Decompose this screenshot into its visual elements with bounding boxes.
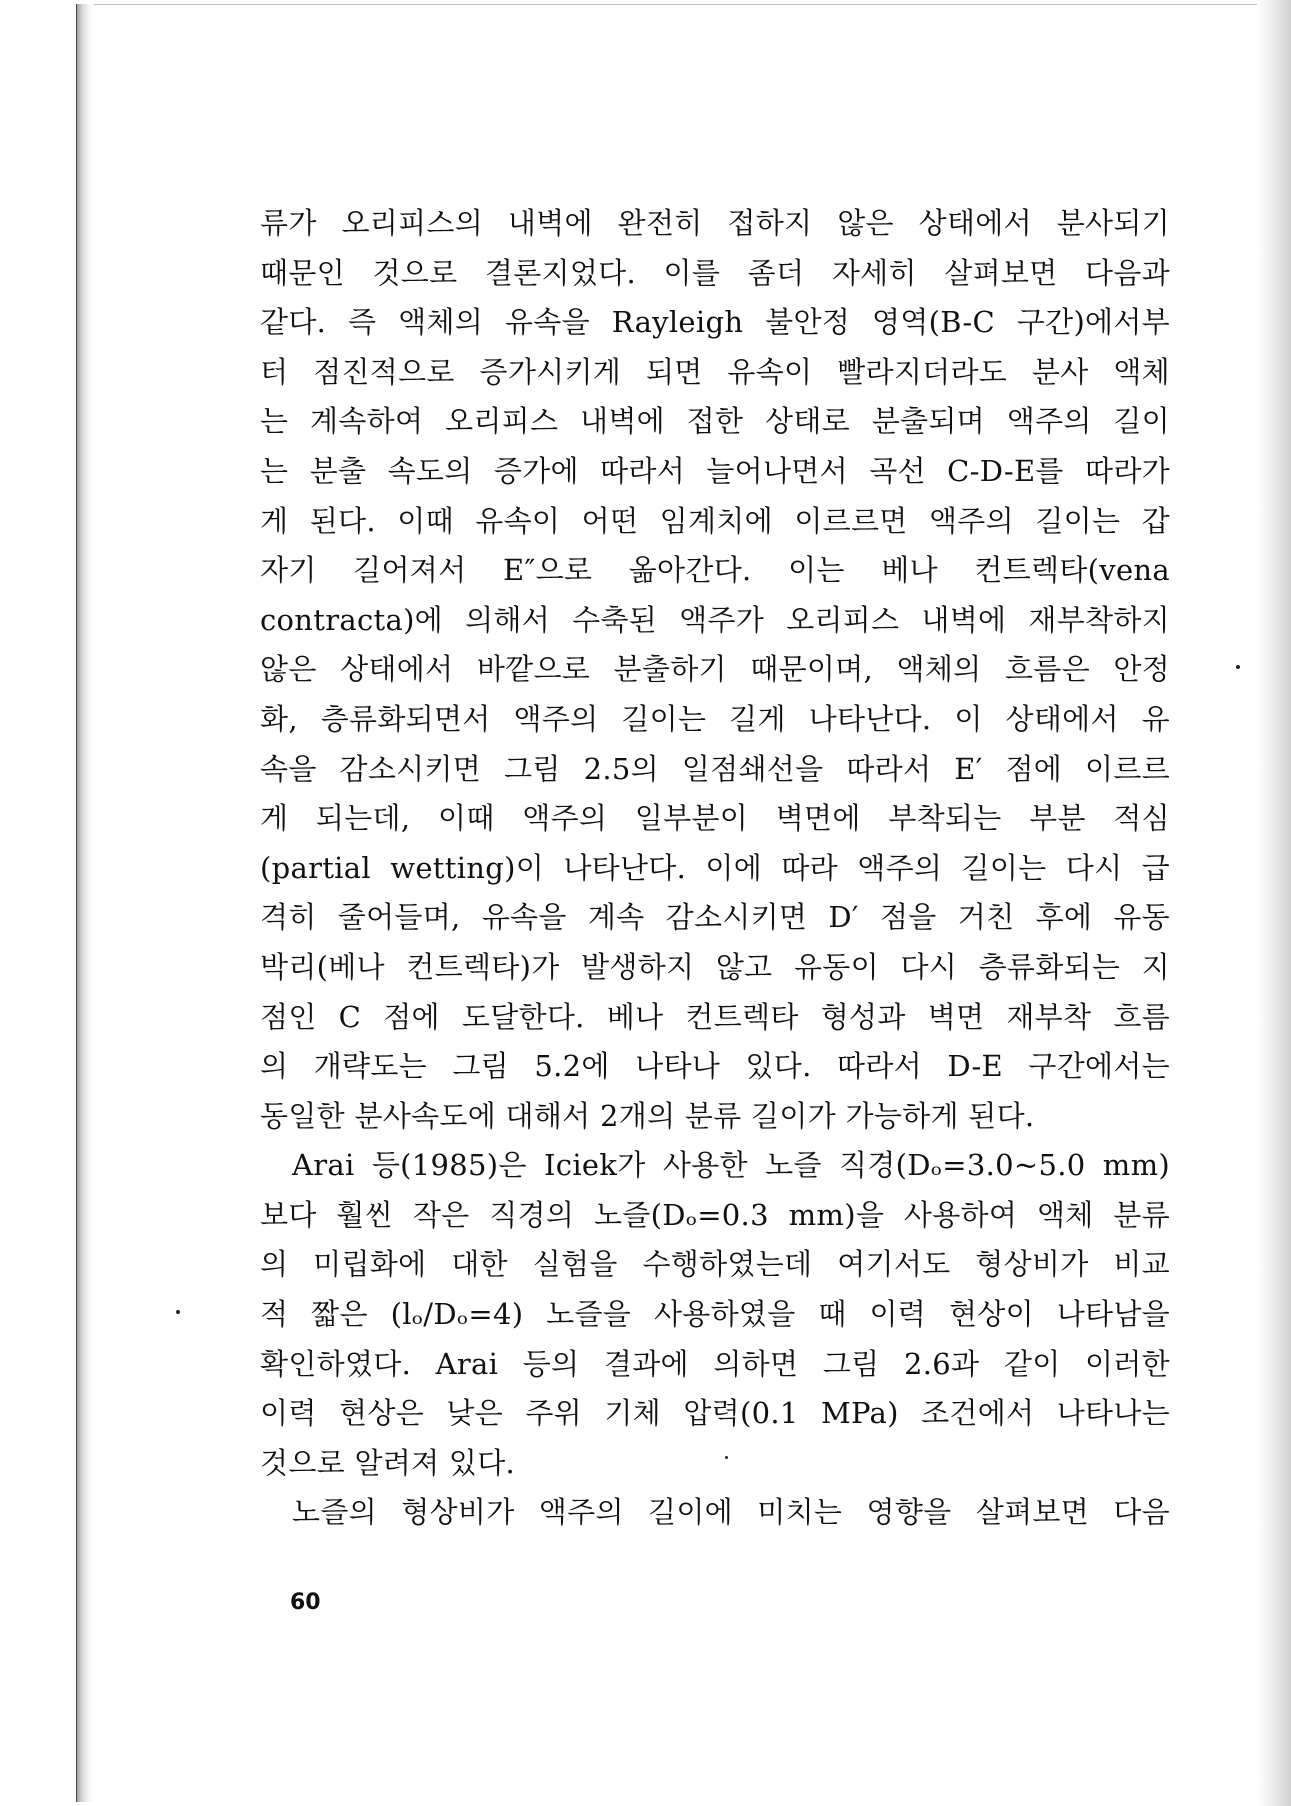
- text-line: (partial wetting)이 나타난다. 이에 따라 액주의 길이는 다시 급: [260, 850, 1170, 885]
- page-left-edge: [76, 4, 77, 1802]
- text-line: contracta)에 의해서 수축된 액주가 오리피스 내벽에 재부착하지: [260, 602, 1170, 637]
- page-number: 60: [290, 1590, 321, 1615]
- text-line: 속을 감소시키면 그림 2.5의 일점쇄선을 따라서 E′ 점에 이르르: [260, 751, 1170, 786]
- text-line: 않은 상태에서 바깥으로 분출하기 때문이며, 액체의 흐름은 안정: [260, 652, 1170, 687]
- text-line: 게 된다. 이때 유속이 어떤 임계치에 이르르면 액주의 길이는 갑: [260, 503, 1170, 538]
- scan-speck: [1236, 665, 1240, 669]
- text-line: 박리(베나 컨트렉타)가 발생하지 않고 유동이 다시 층류화되는 지: [260, 949, 1170, 984]
- scan-speck: [725, 1456, 728, 1459]
- text-line: 터 점진적으로 증가시키게 되면 유속이 빨라지더라도 분사 액체: [260, 354, 1170, 389]
- text-line: 점인 C 점에 도달한다. 베나 컨트렉타 형성과 벽면 재부착 흐름: [260, 999, 1170, 1034]
- text-line: 때문인 것으로 결론지었다. 이를 좀더 자세히 살펴보면 다음과: [260, 255, 1170, 290]
- text-line: 것으로 알려져 있다.: [260, 1445, 516, 1480]
- page-right-shadow: [1257, 0, 1291, 1806]
- book-spine-shadow: [76, 4, 94, 1802]
- text-line: 는 계속하여 오리피스 내벽에 접한 상태로 분출되며 액주의 길이: [260, 404, 1170, 439]
- page-top-edge: [76, 4, 1266, 5]
- text-line: 노즐의 형상비가 액주의 길이에 미치는 영향을 살펴보면 다음: [292, 1495, 1170, 1530]
- text-line: 확인하였다. Arai 등의 결과에 의하면 그림 2.6과 같이 이러한: [260, 1346, 1170, 1381]
- text-line: 게 되는데, 이때 액주의 일부분이 벽면에 부착되는 부분 적심: [260, 801, 1170, 836]
- text-line: 화, 층류화되면서 액주의 길이는 길게 나타난다. 이 상태에서 유: [260, 701, 1170, 736]
- text-line: 보다 훨씬 작은 직경의 노즐(Dₒ=0.3 mm)을 사용하여 액체 분류: [260, 1197, 1170, 1232]
- text-line: 같다. 즉 액체의 유속을 Rayleigh 불안정 영역(B-C 구간)에서부: [260, 305, 1170, 340]
- text-line: 이력 현상은 낮은 주위 기체 압력(0.1 MPa) 조건에서 나타나는: [260, 1396, 1170, 1431]
- text-line: 의 미립화에 대한 실험을 수행하였는데 여기서도 형상비가 비교: [260, 1247, 1170, 1282]
- text-line: 자기 길어져서 E″으로 옮아간다. 이는 베나 컨트렉타(vena: [260, 553, 1170, 588]
- text-line: 류가 오리피스의 내벽에 완전히 접하지 않은 상태에서 분사되기: [260, 206, 1170, 240]
- text-line: 는 분출 속도의 증가에 따라서 늘어나면서 곡선 C-D-E를 따라가: [260, 453, 1170, 488]
- body-text: [260, 199, 1170, 1538]
- text-line: 적 짧은 (lₒ/Dₒ=4) 노즐을 사용하였을 때 이력 현상이 나타남을: [260, 1297, 1170, 1332]
- text-line: Arai 등(1985)은 Iciek가 사용한 노즐 직경(Dₒ=3.0~5.0 mm): [292, 1148, 1170, 1183]
- scan-speck: [176, 1310, 180, 1314]
- text-line: 격히 줄어들며, 유속을 계속 감소시키면 D′ 점을 거친 후에 유동: [260, 900, 1170, 935]
- text-line: 의 개략도는 그림 5.2에 나타나 있다. 따라서 D-E 구간에서는: [260, 1049, 1170, 1084]
- text-line: 동일한 분사속도에 대해서 2개의 분류 길이가 가능하게 된다.: [260, 1098, 1035, 1133]
